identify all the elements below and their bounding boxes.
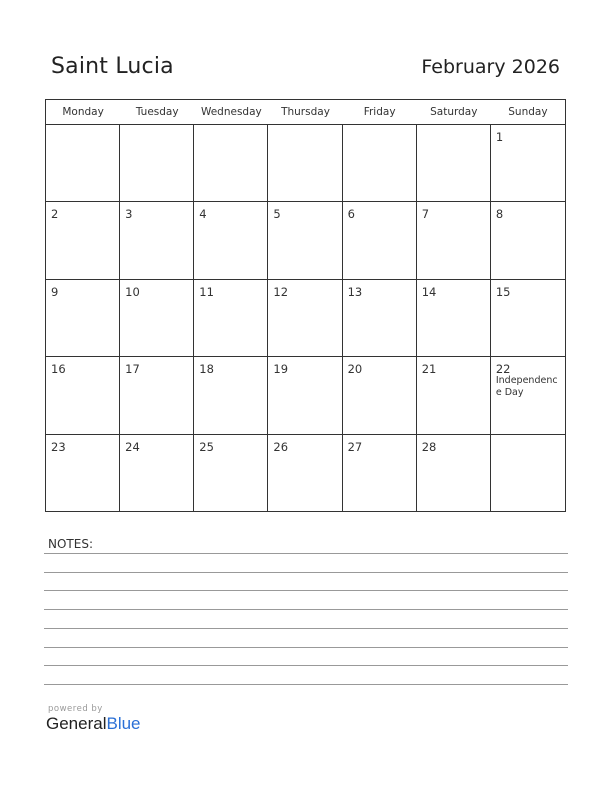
weekday-header-row <box>46 100 565 125</box>
day-number: 17 <box>125 362 140 377</box>
day-number: 28 <box>421 439 437 454</box>
country-title: Saint Lucia <box>51 54 174 79</box>
day-cell <box>491 202 565 279</box>
day-number: 11 <box>199 284 214 299</box>
day-cell <box>46 280 120 357</box>
notes-line <box>44 609 568 610</box>
day-cell <box>343 280 417 357</box>
notes-line <box>44 553 568 554</box>
day-cell <box>46 125 120 202</box>
day-number: 8 <box>495 207 504 222</box>
day-cell <box>343 125 417 202</box>
day-number: 23 <box>51 439 66 454</box>
day-number: 21 <box>421 362 437 377</box>
month-year-title: February 2026 <box>421 56 560 78</box>
day-number: 24 <box>125 439 140 454</box>
day-cell <box>417 357 491 434</box>
day-cell <box>194 435 268 512</box>
day-number: 10 <box>125 284 140 299</box>
day-cell <box>343 357 417 434</box>
brand-blue: Blue <box>106 714 141 733</box>
notes-line <box>44 572 568 573</box>
day-cell <box>120 202 194 279</box>
day-cell <box>343 202 417 279</box>
weekday-header: Thursday <box>281 106 330 118</box>
day-number: 7 <box>421 207 430 222</box>
weekday-header: Tuesday <box>135 106 179 118</box>
day-cell <box>120 125 194 202</box>
notes-line <box>44 665 568 666</box>
day-number: 3 <box>125 207 133 222</box>
day-cells <box>46 125 565 512</box>
day-number: 9 <box>51 284 59 299</box>
day-cell <box>46 435 120 512</box>
brand-logo <box>46 704 141 734</box>
holiday-label: Independence Day <box>495 375 558 399</box>
day-number: 26 <box>273 439 289 454</box>
day-cell <box>417 202 491 279</box>
notes-line <box>44 647 568 648</box>
brand-general: General <box>46 714 107 733</box>
notes-line <box>44 628 568 629</box>
day-number: 22 <box>495 362 511 377</box>
day-cell <box>268 357 342 434</box>
day-cell <box>268 280 342 357</box>
day-number: 19 <box>273 362 289 377</box>
day-cell <box>491 435 565 512</box>
day-cell <box>120 357 194 434</box>
notes-line <box>44 684 568 685</box>
day-number: 27 <box>347 439 363 454</box>
day-cell <box>46 357 120 434</box>
day-number: 5 <box>273 207 281 222</box>
day-number: 20 <box>347 362 363 377</box>
day-number: 14 <box>421 284 437 299</box>
day-cell <box>491 357 565 434</box>
day-number: 6 <box>347 207 355 222</box>
weekday-header: Wednesday <box>200 106 262 118</box>
day-number: 18 <box>199 362 214 377</box>
day-number: 15 <box>495 284 511 299</box>
day-cell <box>268 435 342 512</box>
day-cell <box>194 125 268 202</box>
day-cell <box>194 202 268 279</box>
notes-label: NOTES: <box>48 537 93 551</box>
day-number: 25 <box>199 439 214 454</box>
powered-by-text: powered by <box>48 704 103 714</box>
day-cell <box>417 435 491 512</box>
weekday-header: Friday <box>363 106 396 118</box>
day-cell <box>417 125 491 202</box>
day-number: 1 <box>495 130 504 144</box>
day-number: 4 <box>199 207 207 222</box>
day-cell <box>491 125 565 202</box>
brand-name <box>46 714 141 734</box>
weekday-header: Monday <box>62 106 104 118</box>
day-cell <box>268 202 342 279</box>
day-cell <box>268 125 342 202</box>
day-cell <box>120 435 194 512</box>
day-cell <box>343 435 417 512</box>
day-number: 2 <box>51 207 59 222</box>
day-cell <box>491 280 565 357</box>
day-number: 13 <box>347 284 363 299</box>
calendar-grid <box>45 99 566 512</box>
day-cell <box>194 280 268 357</box>
notes-line <box>44 590 568 591</box>
weekday-header: Sunday <box>508 106 548 118</box>
day-number: 12 <box>273 284 289 299</box>
day-cell <box>194 357 268 434</box>
day-number: 16 <box>51 362 66 377</box>
weekday-header: Saturday <box>430 106 478 118</box>
day-cell <box>417 280 491 357</box>
day-cell <box>120 280 194 357</box>
day-cell <box>46 202 120 279</box>
